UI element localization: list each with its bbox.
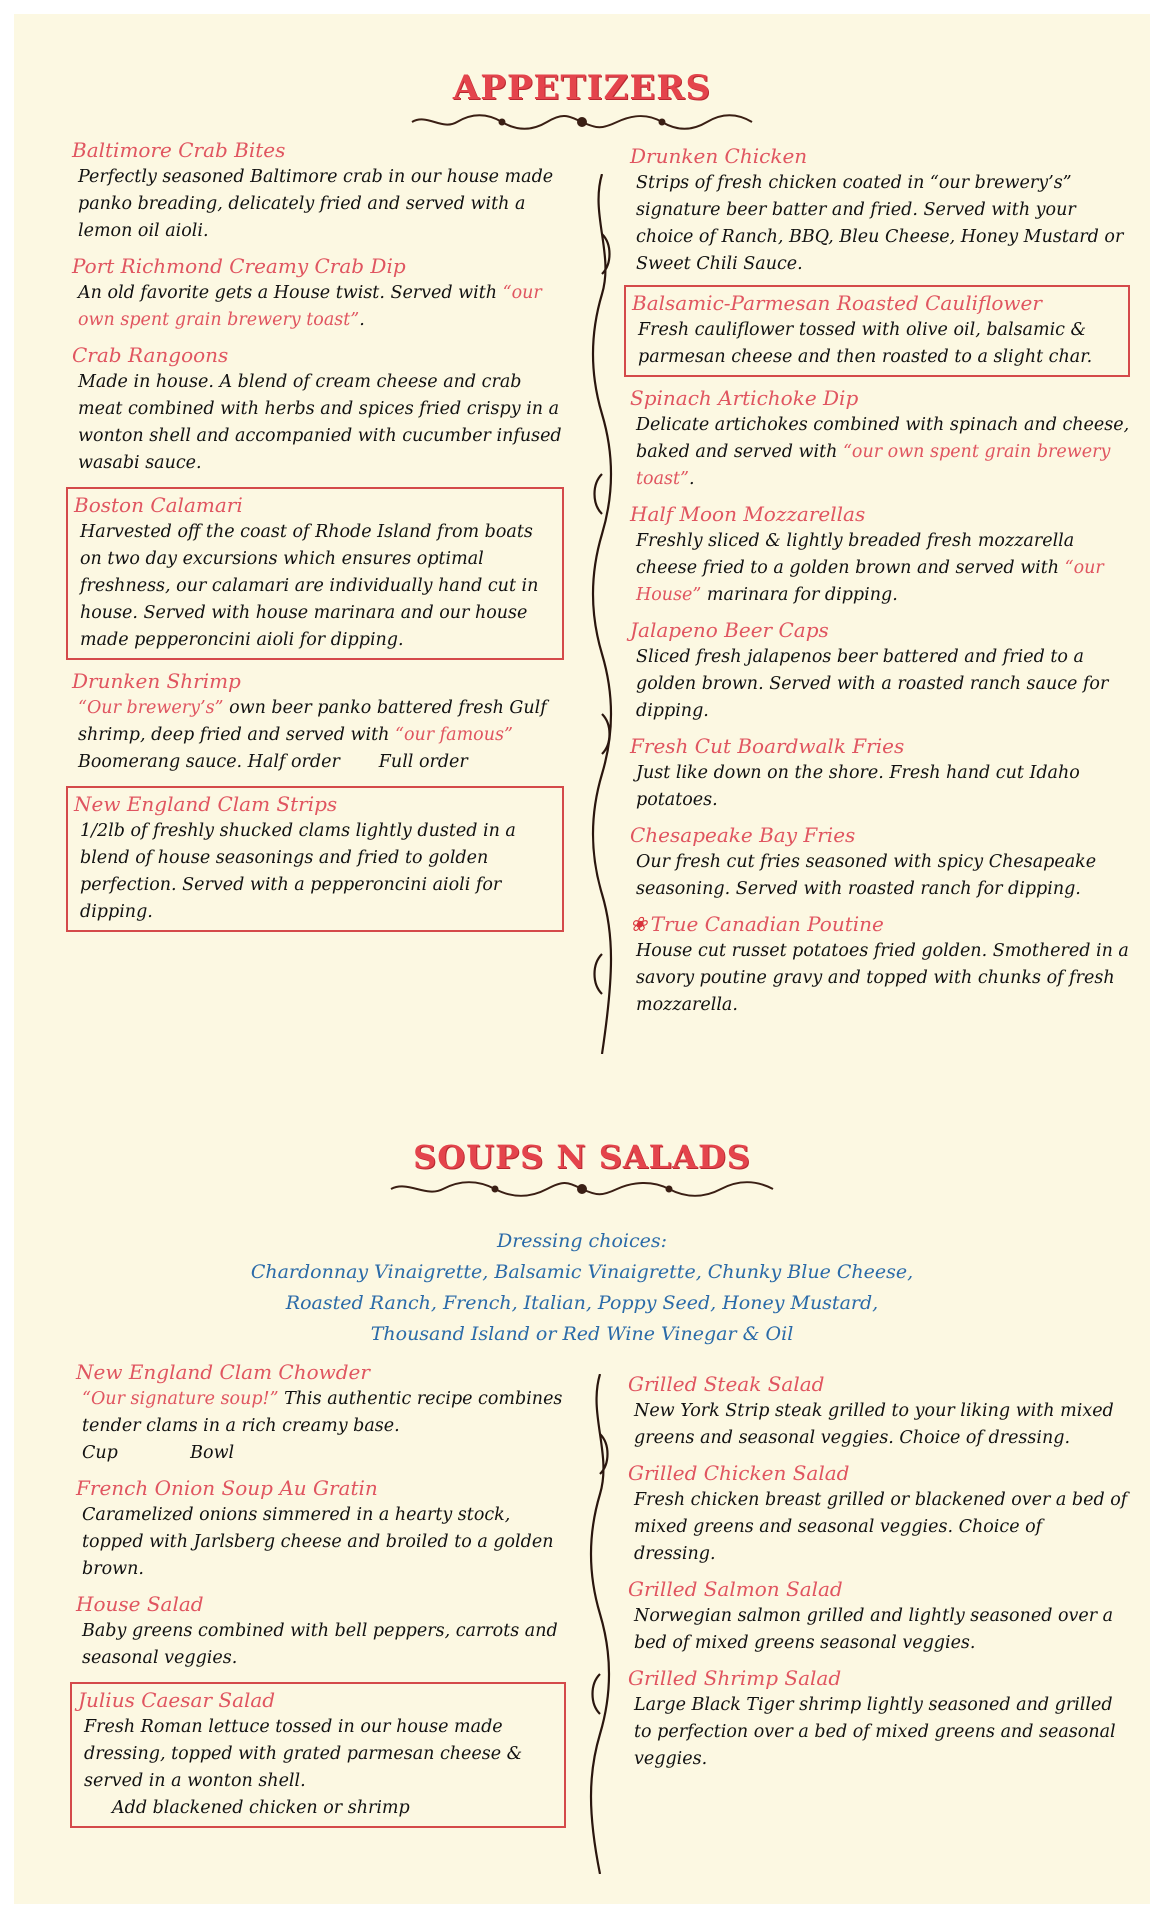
- item-name: New England Clam Strips: [74, 792, 338, 816]
- soups-right-column: [628, 1370, 1128, 1780]
- menu-item-drunken-shrimp: [72, 667, 564, 776]
- item-description: An old favorite gets a House twist. Served with “our own spent grain brewery toast”.: [78, 283, 542, 330]
- item-description: Harvested off the coast of Rhode Island from boats on two day excursions which ensures optimal freshness, our calamari are individually hand cut in house. Served with house marinara and our house made pepperoncini aioli for dipping.: [80, 522, 539, 650]
- item-description: Delicate artichokes combined with spinach and cheese, baked and served with “our own spent grain brewery toast”.: [636, 415, 1130, 489]
- item-description: Freshly sliced & lightly breaded fresh mozzarella cheese fried to a golden brown and served with “our House” marinara for dipping.: [636, 531, 1104, 605]
- menu-item-house-salad: [76, 1590, 566, 1672]
- item-name: House Salad: [76, 1592, 204, 1616]
- item-name: Fresh Cut Boardwalk Fries: [630, 734, 905, 758]
- appetizers-ornament-icon: [407, 113, 757, 131]
- item-name: Port Richmond Creamy Crab Dip: [72, 254, 406, 278]
- item-description: Our fresh cut fries seasoned with spicy Chesapeake seasoning. Served with roasted ranch for dipping.: [636, 852, 1097, 899]
- menu-item-chesapeake-bay-fries: [630, 821, 1130, 903]
- menu-item-grilled-shrimp-salad: [628, 1664, 1128, 1773]
- item-description: Perfectly seasoned Baltimore crab in our house made panko breading, delicately fried and served with a lemon oil aioli.: [78, 167, 554, 241]
- menu-item-grilled-salmon-salad: [628, 1575, 1128, 1657]
- dressing-title: Dressing choices:: [496, 1230, 667, 1252]
- dressing-line-2: Roasted Ranch, French, Italian, Poppy Seed, Honey Mustard,: [285, 1292, 879, 1314]
- item-name: Drunken Shrimp: [72, 669, 241, 693]
- item-name: Crab Rangoons: [72, 343, 229, 367]
- menu-item-boston-calamari: [66, 487, 564, 660]
- item-description: Strips of fresh chicken coated in “our brewery’s” signature beer batter and fried. Served with your choice of Ranch, BBQ, Bleu Cheese, Honey Mustard or Sweet Chili Sauce.: [636, 173, 1124, 274]
- menu-item-new-england-clam-strips: [66, 786, 564, 932]
- item-name: Balsamic-Parmesan Roasted Cauliflower: [632, 291, 1042, 315]
- item-name: Half Moon Mozzarellas: [630, 502, 866, 526]
- item-name: Jalapeno Beer Caps: [630, 618, 829, 642]
- appetizers-left-column: [72, 136, 564, 939]
- menu-item-french-onion-soup: [76, 1474, 566, 1583]
- menu-item-baltimore-crab-bites: [72, 136, 564, 245]
- item-name: Grilled Salmon Salad: [628, 1577, 843, 1601]
- item-name: Grilled Shrimp Salad: [628, 1666, 842, 1690]
- appetizers-right-column: [630, 142, 1130, 1026]
- item-name: New England Clam Chowder: [76, 1360, 370, 1384]
- soups-salads-heading: SOUPS N SALADS: [413, 1138, 751, 1176]
- menu-item-grilled-steak-salad: [628, 1370, 1128, 1452]
- dressing-line-1: Chardonnay Vinaigrette, Balsamic Vinaigrette, Chunky Blue Cheese,: [250, 1261, 914, 1283]
- item-name: Boston Calamari: [74, 493, 243, 517]
- item-name: Chesapeake Bay Fries: [630, 823, 856, 847]
- item-description: Baby greens combined with bell peppers, carrots and seasonal veggies.: [82, 1621, 558, 1668]
- menu-item-port-richmond-crab-dip: [72, 252, 564, 334]
- menu-item-half-moon-mozzarellas: [630, 500, 1130, 609]
- menu-item-boardwalk-fries: [630, 732, 1130, 814]
- soups-vertical-divider-icon: [585, 1374, 615, 1874]
- item-description: House cut russet potatoes fried golden. Smothered in a savory poutine gravy and topped with chunks of fresh mozzarella.: [636, 941, 1129, 1015]
- item-description: Norwegian salmon grilled and lightly seasoned over a bed of mixed greens seasonal veggies.: [634, 1606, 1114, 1653]
- item-name: Julius Caesar Salad: [78, 1688, 276, 1712]
- item-name: ❀ True Canadian Poutine: [630, 912, 884, 936]
- item-name: Grilled Steak Salad: [628, 1372, 825, 1396]
- item-name: Baltimore Crab Bites: [72, 138, 286, 162]
- item-description: Fresh chicken breast grilled or blackened over a bed of mixed greens and seasonal veggies. Choice of dressing.: [634, 1490, 1128, 1564]
- menu-item-jalapeno-beer-caps: [630, 616, 1130, 725]
- item-name: Drunken Chicken: [630, 144, 808, 168]
- menu-item-julius-caesar-salad: [70, 1682, 566, 1828]
- item-description: Fresh cauliflower tossed with olive oil, balsamic & parmesan cheese and then roasted to a slight char.: [638, 320, 1093, 367]
- item-description: Large Black Tiger shrimp lightly seasoned and grilled to perfection over a bed of mixed greens and seasonal veggies.: [634, 1695, 1116, 1769]
- menu-item-spinach-artichoke-dip: [630, 384, 1130, 493]
- item-description: Fresh Roman lettuce tossed in our house made dressing, topped with grated parmesan cheese & served in a wonton shell. Add blackened chicken or shrimp: [84, 1717, 523, 1818]
- appetizers-vertical-divider-icon: [587, 174, 617, 1054]
- menu-item-new-england-clam-chowder: [76, 1358, 566, 1467]
- menu-item-grilled-chicken-salad: [628, 1459, 1128, 1568]
- item-name: Spinach Artichoke Dip: [630, 386, 859, 410]
- item-description: “Our signature soup!” This authentic recipe combines tender clams in a rich creamy base. Cup Bowl: [82, 1389, 563, 1463]
- soups-left-column: [76, 1358, 566, 1835]
- item-name: French Onion Soup Au Gratin: [76, 1476, 378, 1500]
- item-description: New York Strip steak grilled to your liking with mixed greens and seasonal veggies. Choice of dressing.: [634, 1401, 1114, 1448]
- item-description: 1/2lb of freshly shucked clams lightly dusted in a blend of house seasonings and fried to golden perfection. Served with a pepperoncini aioli for dipping.: [80, 821, 516, 922]
- soups-ornament-icon: [386, 1180, 778, 1198]
- menu-item-crab-rangoons: [72, 341, 564, 477]
- maple-leaf-icon: ❀: [630, 912, 647, 936]
- item-description: Sliced fresh jalapenos beer battered and fried to a golden brown. Served with a roasted ranch sauce for dipping.: [636, 647, 1109, 721]
- item-description: Made in house. A blend of cream cheese and crab meat combined with herbs and spices fried crispy in a wonton shell and accompanied with cucumber infused wasabi sauce.: [78, 372, 562, 473]
- menu-item-balsamic-parmesan-cauliflower: [624, 285, 1130, 377]
- menu-item-true-canadian-poutine: [630, 910, 1130, 1019]
- appetizers-heading: APPETIZERS: [452, 68, 712, 108]
- item-name: Grilled Chicken Salad: [628, 1461, 850, 1485]
- menu-page: [14, 14, 1150, 1904]
- item-description: Caramelized onions simmered in a hearty stock, topped with Jarlsberg cheese and broiled to a golden brown.: [82, 1505, 554, 1579]
- item-description: “Our brewery’s” own beer panko battered fresh Gulf shrimp, deep fried and served with “our famous” Boomerang sauce. Half order Full order: [78, 698, 547, 772]
- menu-item-drunken-chicken: [630, 142, 1130, 278]
- dressing-line-3: Thousand Island or Red Wine Vinegar & Oil: [370, 1323, 794, 1345]
- item-description: Just like down on the shore. Fresh hand cut Idaho potatoes.: [636, 763, 1080, 810]
